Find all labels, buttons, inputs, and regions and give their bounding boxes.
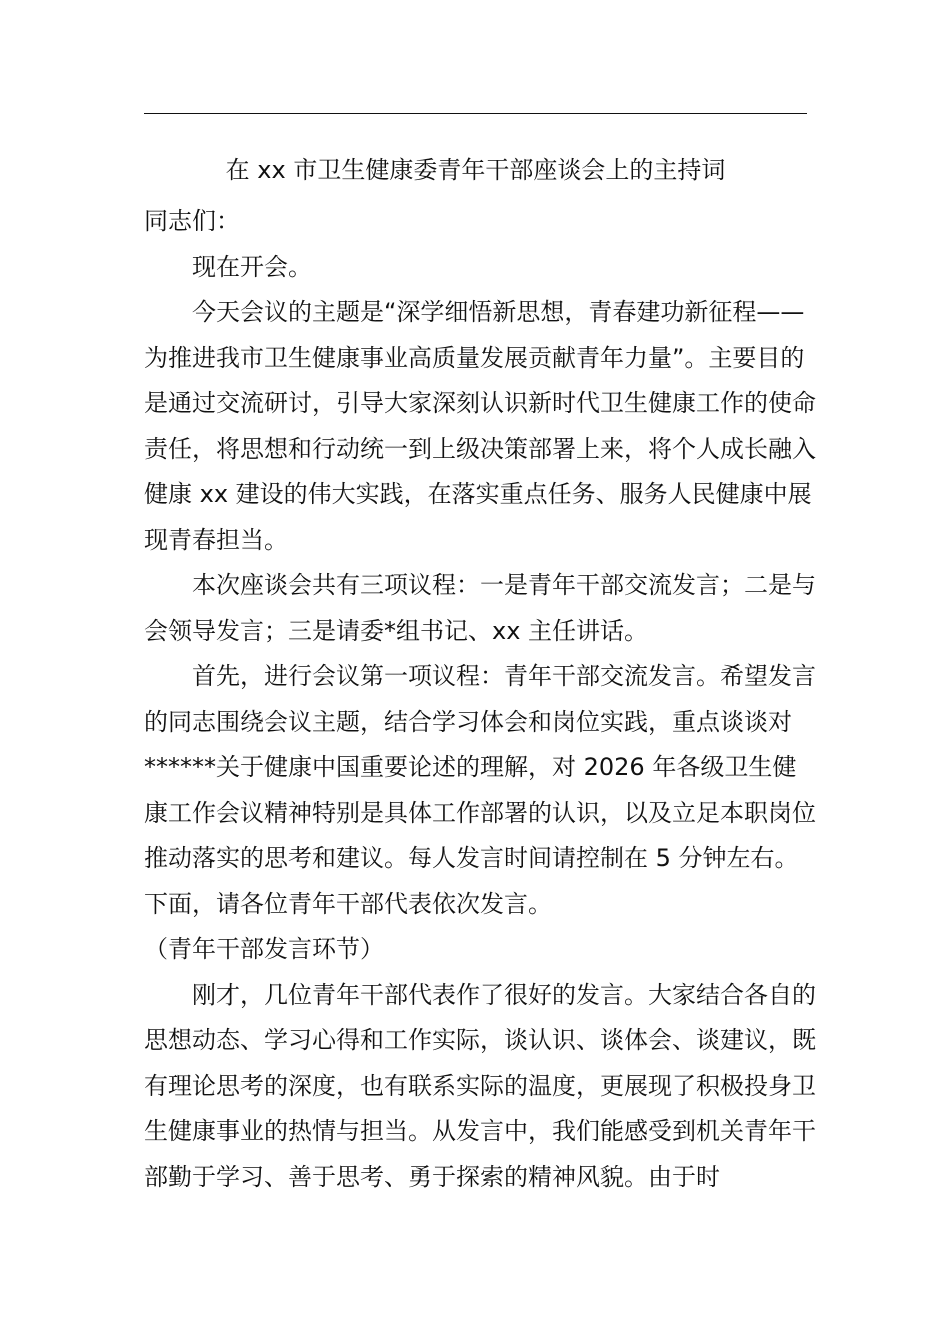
salutation: 同志们： [144,207,240,235]
header-rule [144,113,807,114]
document-title: 在 xx 市卫生健康委青年干部座谈会上的主持词 [225,156,726,184]
paragraph-theme: 今天会议的主题是“深学细悟新思想，青春建功新征程——为推进我市卫生健康事业高质量发展贡献青年力量”。主要目的是通过交流研讨，引导大家深刻认识新时代卫生健康工作的使命责任，将思想和行动统一到上级决策部署上来，将个人成长融入健康 xx 建设的伟大实践，在落实重点任务、服务人民健康中展现青春担当。 [144,298,816,554]
paragraph-first-item: 首先，进行会议第一项议程：青年干部交流发言。希望发言的同志围绕会议主题，结合学习体会和岗位实践，重点谈谈对******关于健康中国重要论述的理解，对 2026 年各级卫生健康工作会议精神特别是具体工作部署的认识，以及立足本职岗位推动落实的思考和建议。每人发言时间请控制在 5 分钟左右。下面，请各位青年干部代表依次发言。 [144,662,816,918]
stage-note: （青年干部发言环节） [144,935,384,963]
document-body [144,199,816,1200]
paragraph-opening: 现在开会。 [192,252,312,281]
paragraph-closing: 刚才，几位青年干部代表作了很好的发言。大家结合各自的思想动态、学习心得和工作实际，谈认识、谈体会、谈建议，既有理论思考的深度，也有联系实际的温度，更展现了积极投身卫生健康事业的热情与担当。从发言中，我们能感受到机关青年干部勤于学习、善于思考、勇于探索的精神风貌。由于时 [144,980,816,1191]
paragraph-agenda: 本次座谈会共有三项议程：一是青年干部交流发言；二是与会领导发言；三是请委*组书记、xx 主任讲话。 [144,571,816,645]
